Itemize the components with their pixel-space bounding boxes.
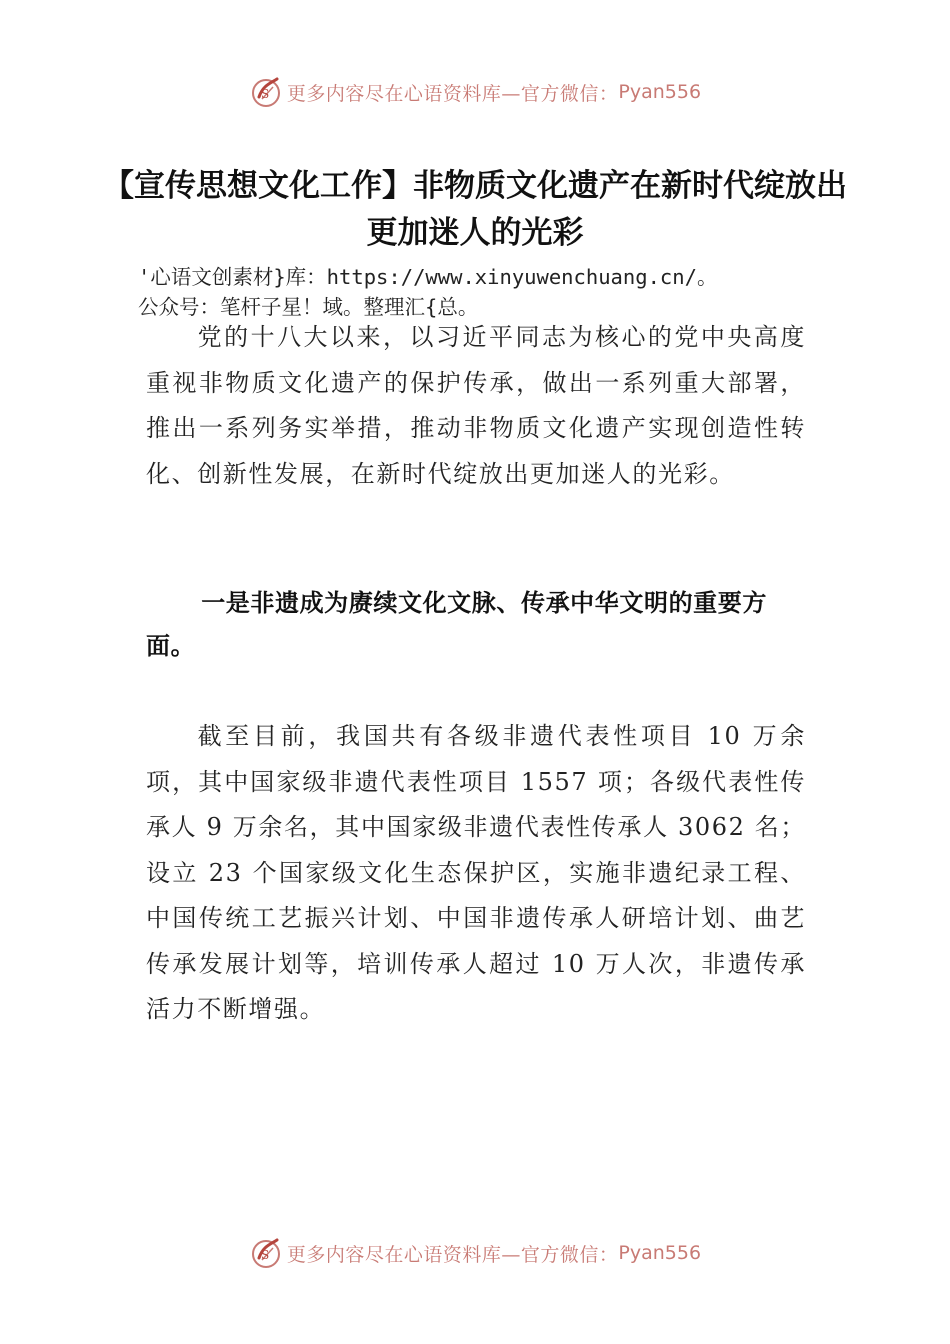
header-banner-contact: Pyan556 (618, 81, 702, 103)
intro-paragraph: 党的十八大以来，以习近平同志为核心的党中央高度重视非物质文化遗产的保护传承，做出一系列重大部署，推出一系列务实举措，推动非物质文化遗产实现创造性转化、创新性发展，在新时代绽放出更加迷人的光彩。 (146, 323, 806, 488)
footer-banner (0, 1228, 950, 1278)
section-heading: 一是非遗成为赓续文化文脉、传承中华文明的重要方面。 (146, 589, 767, 660)
source-line-account: 公众号：笔杆子星！域。整理汇{总。 (138, 295, 479, 319)
svg-text:S: S (260, 1248, 270, 1262)
source-line-url: '心语文创素材}库：https://www.xinyuwenchuang.cn/。 (138, 265, 718, 289)
svg-text:S: S (260, 87, 270, 101)
seal-logo-icon (249, 1236, 283, 1270)
document-title: 【宣传思想文化工作】非物质文化遗产在新时代绽放出更加迷人的光彩 (103, 168, 847, 251)
header-banner-text: 更多内容尽在心语资料库—官方微信： (286, 82, 619, 105)
seal-logo-icon (249, 75, 283, 109)
header-banner (0, 67, 950, 117)
footer-banner-text: 更多内容尽在心语资料库—官方微信： (286, 1243, 619, 1266)
footer-banner-contact: Pyan556 (618, 1242, 702, 1264)
source-note (138, 262, 838, 322)
body-paragraph: 截至目前，我国共有各级非遗代表性项目 10 万余项，其中国家级非遗代表性项目 1557 项；各级代表性传承人 9 万余名，其中国家级非遗代表性传承人 3062 名；设立 23 个国家级文化生态保护区，实施非遗纪录工程、中国传统工艺振兴计划、中国非遗传承人研培计划、曲艺传承发展计划等，培训传承人超过 10 万人次，非遗传承活力不断增强。 (146, 722, 806, 1023)
